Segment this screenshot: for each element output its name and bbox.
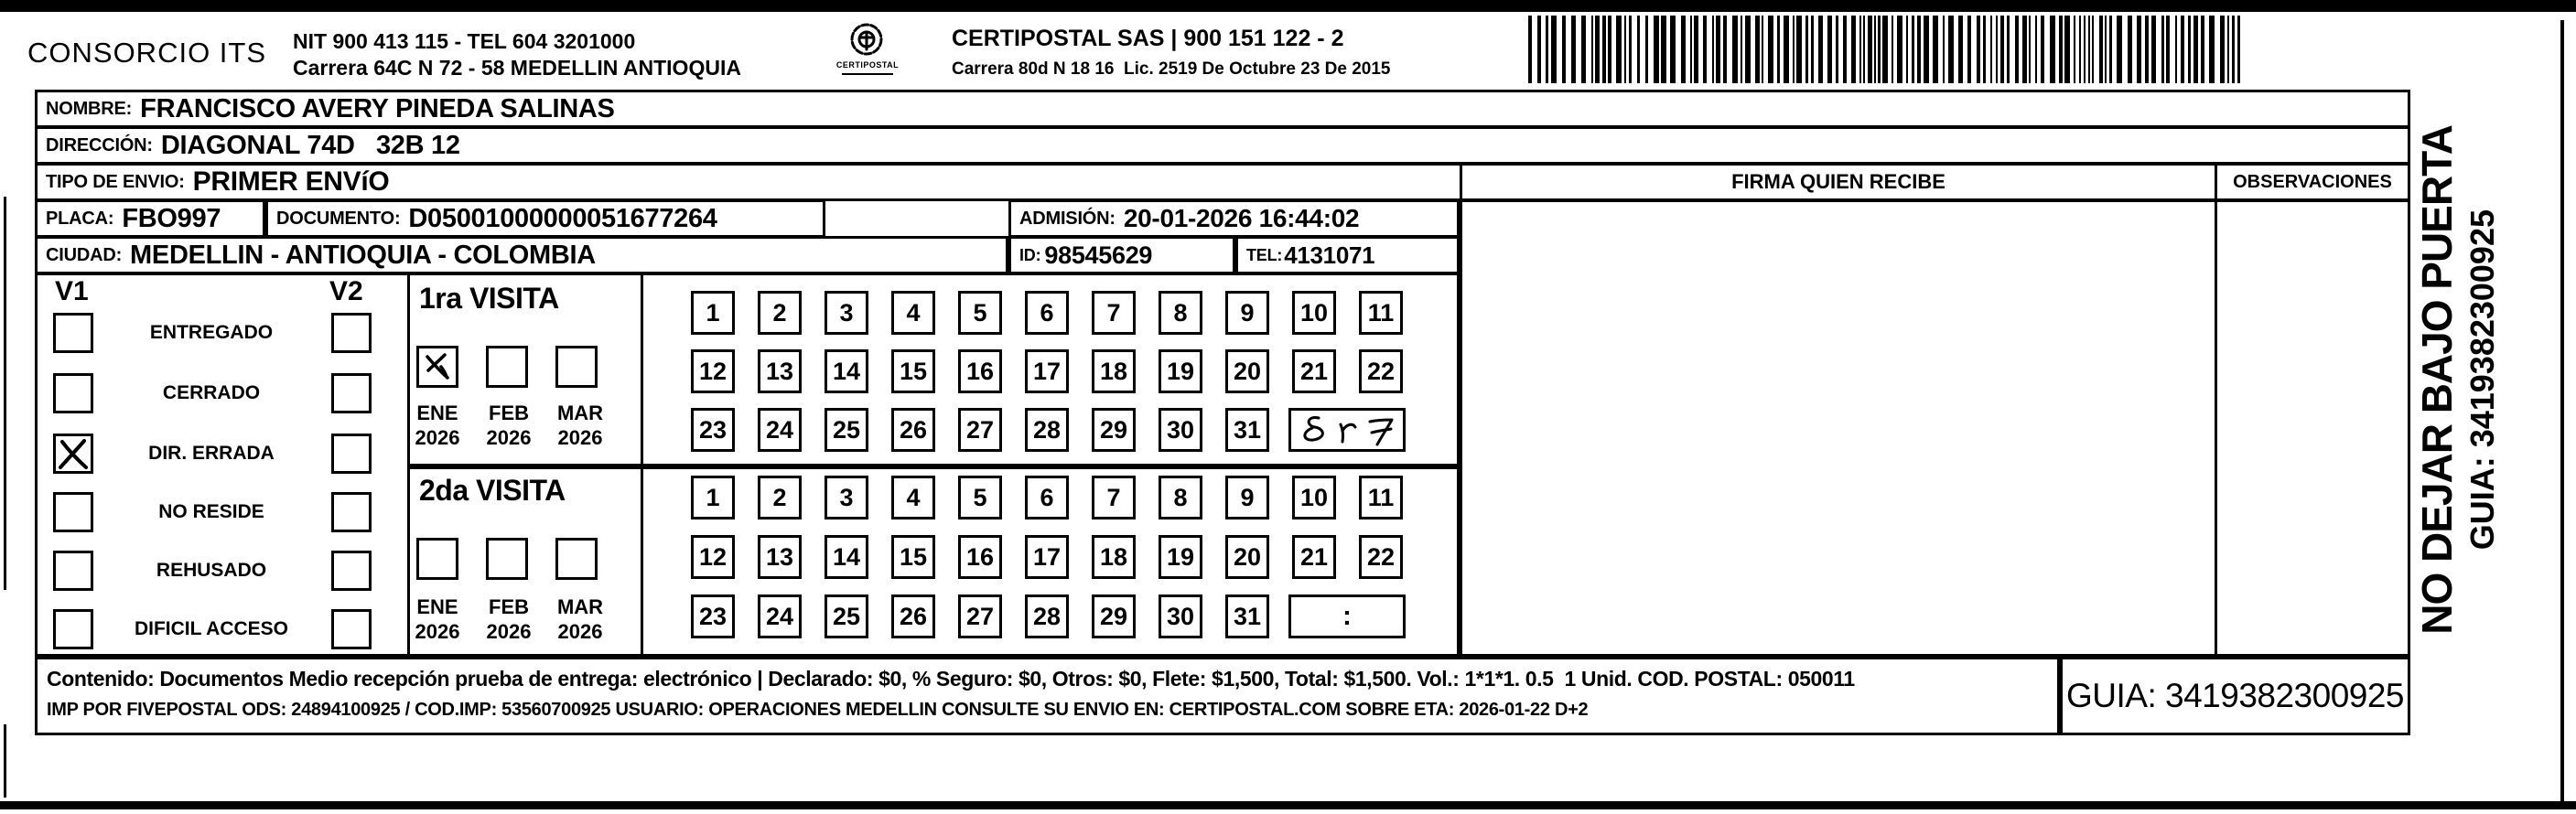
day-27-box: 27	[958, 594, 1002, 638]
admision-label: ADMISIÓN:	[1019, 208, 1116, 229]
company-nit-line: NIT 900 413 115 - TEL 604 3201000	[293, 29, 636, 53]
tel-cell	[1235, 236, 1460, 274]
visit2-days-row2	[691, 535, 1403, 579]
option-no-reside: NO RESIDE	[158, 501, 264, 522]
nombre-row	[35, 90, 2410, 128]
day-14-box: 14	[825, 535, 868, 579]
nombre-value: FRANCISCO AVERY PINEDA SALINAS	[140, 93, 615, 123]
day-16-box: 16	[958, 535, 1002, 579]
day-22-box: 22	[1359, 535, 1403, 579]
documento-value: D05001000000051677264	[408, 203, 717, 233]
day-12-box: 12	[691, 349, 735, 393]
visit1-days-row2	[691, 349, 1403, 393]
day-31-box: 31	[1225, 594, 1269, 638]
checkbox-v1-cerrado	[53, 373, 93, 413]
day-20-box: 20	[1225, 535, 1269, 579]
ciudad-cell	[35, 236, 1008, 274]
checkbox-visit2-ene	[416, 538, 458, 580]
company-name: CONSORCIO ITS	[27, 37, 267, 69]
day-23-box: 23	[691, 594, 735, 638]
day-19-box: 19	[1159, 349, 1202, 393]
checkbox-visit2-mar	[555, 538, 598, 580]
barcode	[1528, 16, 2247, 83]
day-12-box: 12	[691, 535, 735, 579]
certipostal-logo-caption: CERTIPOSTAL	[835, 60, 900, 70]
day-24-box: 24	[758, 408, 802, 452]
placa-cell	[35, 199, 265, 238]
checkbox-visit1-feb	[486, 346, 528, 388]
certipostal-info	[952, 26, 1391, 80]
scan-edge-left-2	[4, 724, 6, 798]
ciudad-label: CIUDAD:	[46, 244, 123, 265]
option-rehusado: REHUSADO	[156, 560, 267, 581]
visit2-month-boxes	[416, 538, 598, 580]
day-16-box: 16	[958, 349, 1002, 393]
day-4-box: 4	[891, 476, 935, 519]
day-29-box: 29	[1092, 594, 1136, 638]
visit1-month-labels	[403, 401, 615, 450]
ciudad-value: MEDELLIN - ANTIOQUIA - COLOMBIA	[130, 240, 596, 270]
observaciones-column-header: OBSERVACIONES	[2215, 163, 2410, 201]
visit2-time-box	[1288, 594, 1406, 638]
documento-label: DOCUMENTO:	[276, 208, 401, 229]
day-1-box: 1	[691, 476, 735, 519]
day-30-box: 30	[1159, 594, 1202, 638]
day-25-box: 25	[825, 408, 868, 452]
checkbox-v1-rehusado	[53, 551, 93, 591]
day-17-box: 17	[1025, 349, 1069, 393]
no-dejar-warning: NO DEJAR BAJO PUERTA	[2413, 124, 2461, 635]
day-4-box: 4	[891, 291, 935, 335]
day-7-box: 7	[1092, 476, 1136, 519]
checkbox-v2-no-reside	[331, 492, 372, 532]
visit1-days-row3	[691, 408, 1269, 452]
visit2-days-row1	[691, 476, 1403, 519]
day-9-box: 9	[1225, 291, 1269, 335]
day-27-box: 27	[958, 408, 1002, 452]
day-20-box: 20	[1225, 349, 1269, 393]
day-7-box: 7	[1092, 291, 1136, 335]
day-17-box: 17	[1025, 535, 1069, 579]
day-31-box: 31	[1225, 408, 1269, 452]
day-19-box: 19	[1159, 535, 1202, 579]
scan-edge-right	[2560, 20, 2564, 803]
visit2-days-row3	[691, 594, 1269, 638]
tipo-envio-label: TIPO DE ENVIO:	[46, 171, 185, 192]
company-address-line: Carrera 64C N 72 - 58 MEDELLIN ANTIOQUIA	[293, 56, 741, 80]
checkbox-v1-entregado	[53, 313, 93, 353]
day-22-box: 22	[1359, 349, 1403, 393]
guia-box	[2060, 657, 2410, 735]
day-11-box: 11	[1359, 291, 1403, 335]
day-29-box: 29	[1092, 408, 1136, 452]
tel-value: 4131071	[1284, 241, 1375, 269]
day-21-box: 21	[1292, 349, 1336, 393]
imp-line: IMP POR FIVEPOSTAL ODS: 24894100925 / COD.IMP: 53560700925 USUARIO: OPERACIONES MEDELLIN CONSULTE SU ENVIO EN: CERTIPOSTAL.COM SOBRE ETA: 2026-01-22 D+2	[47, 700, 1589, 720]
handwritten-x-mark	[56, 436, 91, 471]
day-18-box: 18	[1092, 535, 1136, 579]
day-14-box: 14	[825, 349, 868, 393]
day-3-box: 3	[825, 291, 868, 335]
scan-edge-bottom	[0, 801, 2576, 809]
firma-column-header: FIRMA QUIEN RECIBE	[1460, 163, 2217, 201]
day-1-box: 1	[691, 291, 735, 335]
id-value: 98545629	[1044, 241, 1153, 269]
day-11-box: 11	[1359, 476, 1403, 519]
day-28-box: 28	[1025, 594, 1069, 638]
day-5-box: 5	[958, 476, 1002, 519]
day-26-box: 26	[891, 594, 935, 638]
visit1-days-row1	[691, 291, 1403, 335]
visit1-title: 1ra VISITA	[419, 282, 559, 315]
option-dir-errada: DIR. ERRADA	[148, 443, 275, 464]
day-23-box: 23	[691, 408, 735, 452]
option-cerrado: CERRADO	[162, 382, 261, 403]
checkbox-visit1-mar	[555, 346, 598, 388]
day-26-box: 26	[891, 408, 935, 452]
contenido-line: Contenido: Documentos Medio recepción prueba de entrega: electrónico | Declarado: $0, % Seguro: $0, Otros: $0, Flete: $1,500, Total: $1,500. Vol.: 1*1*1. 0.5 1 Unid. COD. POSTAL: 050011	[47, 667, 1855, 691]
company-contact	[293, 28, 741, 81]
month-label: ENE 2026	[415, 402, 460, 449]
scan-edge-top	[0, 0, 2576, 12]
month-label: MAR 2026	[556, 595, 604, 643]
day-15-box: 15	[891, 535, 935, 579]
option-dificil-acceso: DIFICIL ACCESO	[134, 618, 288, 639]
day-13-box: 13	[758, 535, 802, 579]
checkbox-v2-cerrado	[331, 373, 372, 413]
day-24-box: 24	[758, 594, 802, 638]
direccion-value: DIAGONAL 74D 32B 12	[160, 130, 460, 160]
day-6-box: 6	[1025, 476, 1069, 519]
nombre-label: NOMBRE:	[46, 98, 133, 119]
contenido-block	[35, 657, 2060, 735]
scan-edge-left-1	[4, 197, 6, 590]
placa-value: FBO997	[122, 203, 221, 233]
day-30-box: 30	[1159, 408, 1202, 452]
firma-area	[1460, 199, 2217, 657]
month-label: MAR 2026	[556, 402, 604, 449]
placa-label: PLACA:	[46, 208, 114, 229]
checkbox-v1-no-reside	[53, 492, 93, 532]
checkbox-v2-dificil-acceso	[331, 609, 372, 649]
visit1-month-boxes	[416, 346, 598, 388]
day-25-box: 25	[825, 594, 868, 638]
day-13-box: 13	[758, 349, 802, 393]
handwritten-check-mark	[419, 348, 456, 385]
day-8-box: 8	[1159, 291, 1202, 335]
guia-number: GUIA: 3419382300925	[2065, 677, 2405, 714]
day-6-box: 6	[1025, 291, 1069, 335]
v2-header: V2	[329, 276, 363, 306]
documento-cell	[265, 199, 825, 238]
day-21-box: 21	[1292, 535, 1336, 579]
visit2-title: 2da VISITA	[419, 474, 566, 507]
day-28-box: 28	[1025, 408, 1069, 452]
day-18-box: 18	[1092, 349, 1136, 393]
visit1-note-box	[1288, 408, 1406, 452]
id-label: ID:	[1019, 245, 1041, 264]
handwritten-scribble	[1291, 411, 1403, 449]
checkbox-v1-dificil-acceso	[53, 609, 93, 649]
day-3-box: 3	[825, 476, 868, 519]
day-15-box: 15	[891, 349, 935, 393]
logo-squiggle	[842, 73, 893, 75]
month-label: FEB 2026	[486, 595, 532, 643]
certipostal-license-line: Carrera 80d N 18 16 Lic. 2519 De Octubre 23 De 2015	[952, 59, 1391, 79]
checkbox-v2-entregado	[331, 313, 372, 353]
side-guia-number: GUIA: 3419382300925	[2463, 209, 2501, 551]
tipo-envio-value: PRIMER ENVíO	[192, 166, 390, 197]
admision-cell	[1008, 199, 1460, 238]
v1-header: V1	[55, 276, 89, 306]
admision-value: 20-01-2026 16:44:02	[1123, 204, 1360, 232]
tel-label: TEL:	[1246, 245, 1283, 264]
direccion-label: DIRECCIÓN:	[46, 134, 153, 155]
day-9-box: 9	[1225, 476, 1269, 519]
checkbox-v1-dir-errada	[53, 434, 93, 474]
direccion-row	[35, 126, 2410, 165]
checkbox-v2-dir-errada	[331, 434, 372, 474]
checkbox-visit1-ene	[416, 346, 458, 388]
day-10-box: 10	[1292, 291, 1336, 335]
tipo-envio-row	[35, 163, 1462, 201]
id-cell	[1008, 236, 1235, 274]
time-separator: :	[1342, 601, 1352, 631]
day-2-box: 2	[758, 291, 802, 335]
month-label: ENE 2026	[415, 595, 460, 643]
checkbox-v2-rehusado	[331, 551, 372, 591]
day-5-box: 5	[958, 291, 1002, 335]
side-rotated-text	[2412, 105, 2502, 654]
visit2-month-labels	[403, 594, 615, 644]
option-entregado: ENTREGADO	[149, 322, 274, 343]
certipostal-name-line: CERTIPOSTAL SAS | 900 151 122 - 2	[952, 26, 1344, 51]
month-label: FEB 2026	[486, 402, 532, 449]
observaciones-area	[2215, 199, 2410, 657]
checkbox-visit2-feb	[486, 538, 528, 580]
day-2-box: 2	[758, 476, 802, 519]
certipostal-logo-icon	[847, 22, 886, 60]
day-10-box: 10	[1292, 476, 1336, 519]
day-8-box: 8	[1159, 476, 1202, 519]
